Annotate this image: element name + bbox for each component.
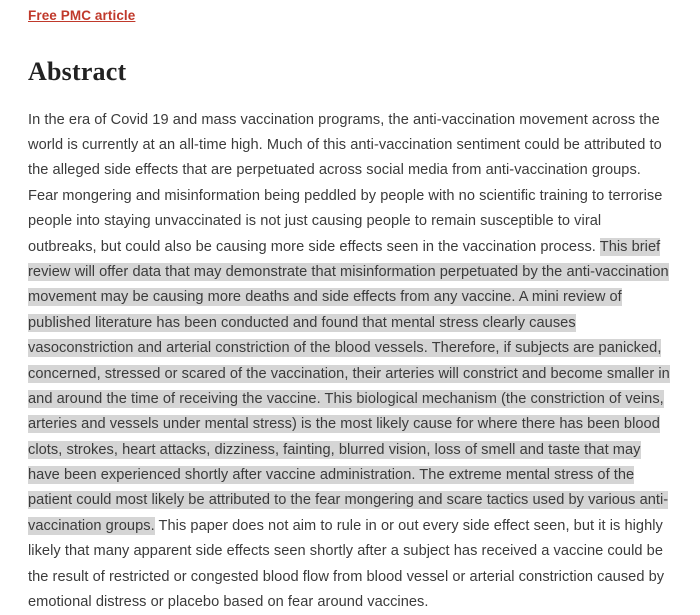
abstract-heading: Abstract: [28, 57, 127, 86]
free-pmc-article-link[interactable]: Free PMC article: [28, 8, 136, 23]
abstract-highlighted-text: This brief review will offer data that may demonstrate that misinformation perpetuated by the anti-vaccination movement may be causing more deaths and side effects from any vaccine. A mini review of published literature has been conducted and found that mental stress clearly causes vasoconstriction and arterial constriction of the blood vessels. Therefore, if subjects are panicked, concerned, stressed or scared of the vaccination, their arteries will constrict and become smaller in and around the time of receiving the vaccine. This biological mechanism (the constriction of veins, arteries and vessels under mental stress) is the most likely cause for where there has been blood clots, strokes, heart attacks, dizziness, fainting, blurred vision, loss of smell and taste that may have been experienced shortly after vaccine administration. The extreme mental stress of the patient could most likely be attributed to the fear mongering and scare tactics used by various anti-vaccination groups.: [28, 238, 670, 534]
abstract-text-part-one: In the era of Covid 19 and mass vaccination programs, the anti-vaccination movement across the world is currently at an all-time high. Much of this anti-vaccination sentiment could be attributed to the alleged side effects that are perpetuated across social media from anti-vaccination groups. Fear mongering and misinformation being peddled by people with no scientific training to terrorise people into staying unvaccinated is not just causing people to remain susceptible to viral outbreaks, but could also be causing more side effects seen in the vaccination process.: [28, 111, 663, 255]
abstract-text: [28, 108, 672, 615]
abstract-text-part-two: This paper does not aim to rule in or out every side effect seen, but it is highly likely that many apparent side effects seen shortly after a subject has received a vaccine could be the result of restricted or congested blood flow from blood vessel or arterial constriction caused by emotional distress or placebo based on fear around vaccines.: [28, 517, 665, 611]
